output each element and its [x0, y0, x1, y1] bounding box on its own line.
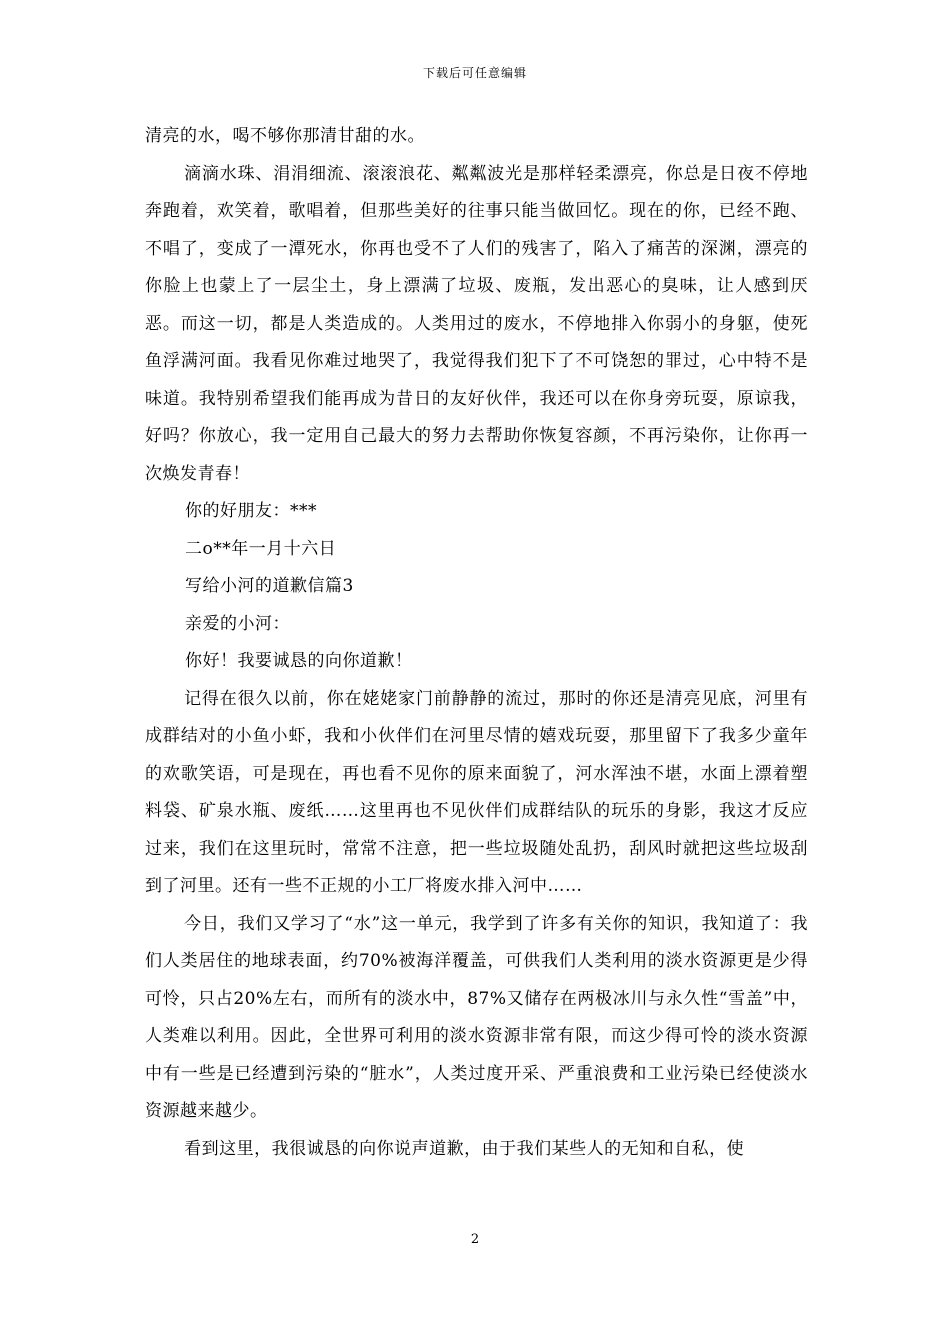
document-body	[145, 118, 808, 1168]
page-header: 下载后可任意编辑	[422, 66, 527, 80]
letter-date: 二o**年一月十六日	[185, 538, 337, 559]
letter-salutation: 亲爱的小河：	[185, 613, 290, 634]
page-number: 2	[470, 1232, 480, 1247]
letter-signature: 你的好朋友：***	[185, 501, 317, 521]
section-title: 写给小河的道歉信篇3	[185, 576, 354, 596]
paragraph: 看到这里，我很诚恳的向你说声道歉，由于我们某些人的无知和自私，使	[184, 1138, 745, 1159]
paragraph: 今日，我们又学习了“水”这一单元，我学到了许多有关你的知识，我知道了：我们人类居住的地球表面，约70%被海洋覆盖，可供我们人类利用的淡水资源更是少得可怜，只占20%左右，而所有的淡水中，87%又储存在两极冰川与永久性“雪盖”中，人类难以利用。因此，全世界可利用的淡水资源非常有限，而这少得可怜的淡水资源中有一些是已经遭到污染的“脏水”，人类过度开采、严重浪费和工业污染已经使淡水资源越来越少。	[145, 913, 808, 1121]
letter-greeting: 你好！我要诚恳的向你道歉！	[185, 651, 413, 671]
paragraph: 记得在很久以前，你在姥姥家门前静静的流过，那时的你还是清亮见底，河里有成群结对的小鱼小虾，我和小伙伴们在河里尽情的嬉戏玩耍，那里留下了我多少童年的欢歌笑语，可是现在，再也看不见你的原来面貌了，河水浑浊不堪，水面上漂着塑料袋、矿泉水瓶、废纸……这里再也不见伙伴们成群结队的玩乐的身影，我这才反应过来，我们在这里玩时，常常不注意，把一些垃圾随处乱扔，刮风时就把这些垃圾刮到了河里。还有一些不正规的小工厂将废水排入河中……	[145, 688, 808, 896]
paragraph-continued: 清亮的水，喝不够你那清甘甜的水。	[145, 126, 425, 146]
paragraph: 滴滴水珠、涓涓细流、滚滚浪花、粼粼波光是那样轻柔漂亮，你总是日夜不停地奔跑着，欢笑着，歌唱着，但那些美好的往事只能当做回忆。现在的你，已经不跑、不唱了，变成了一潭死水，你再也受不了人们的残害了，陷入了痛苦的深渊，漂亮的你脸上也蒙上了一层尘土，身上漂满了垃圾、废瓶，发出恶心的臭味，让人感到厌恶。而这一切，都是人类造成的。人类用过的废水，不停地排入你弱小的身躯，使死鱼浮满河面。我看见你难过地哭了，我觉得我们犯下了不可饶恕的罪过，心中特不是味道。我特别希望我们能再成为昔日的友好伙伴，我还可以在你身旁玩耍，原谅我，好吗？你放心，我一定用自己最大的努力去帮助你恢复容颜，不再污染你，让你再一次焕发青春！	[145, 163, 808, 484]
